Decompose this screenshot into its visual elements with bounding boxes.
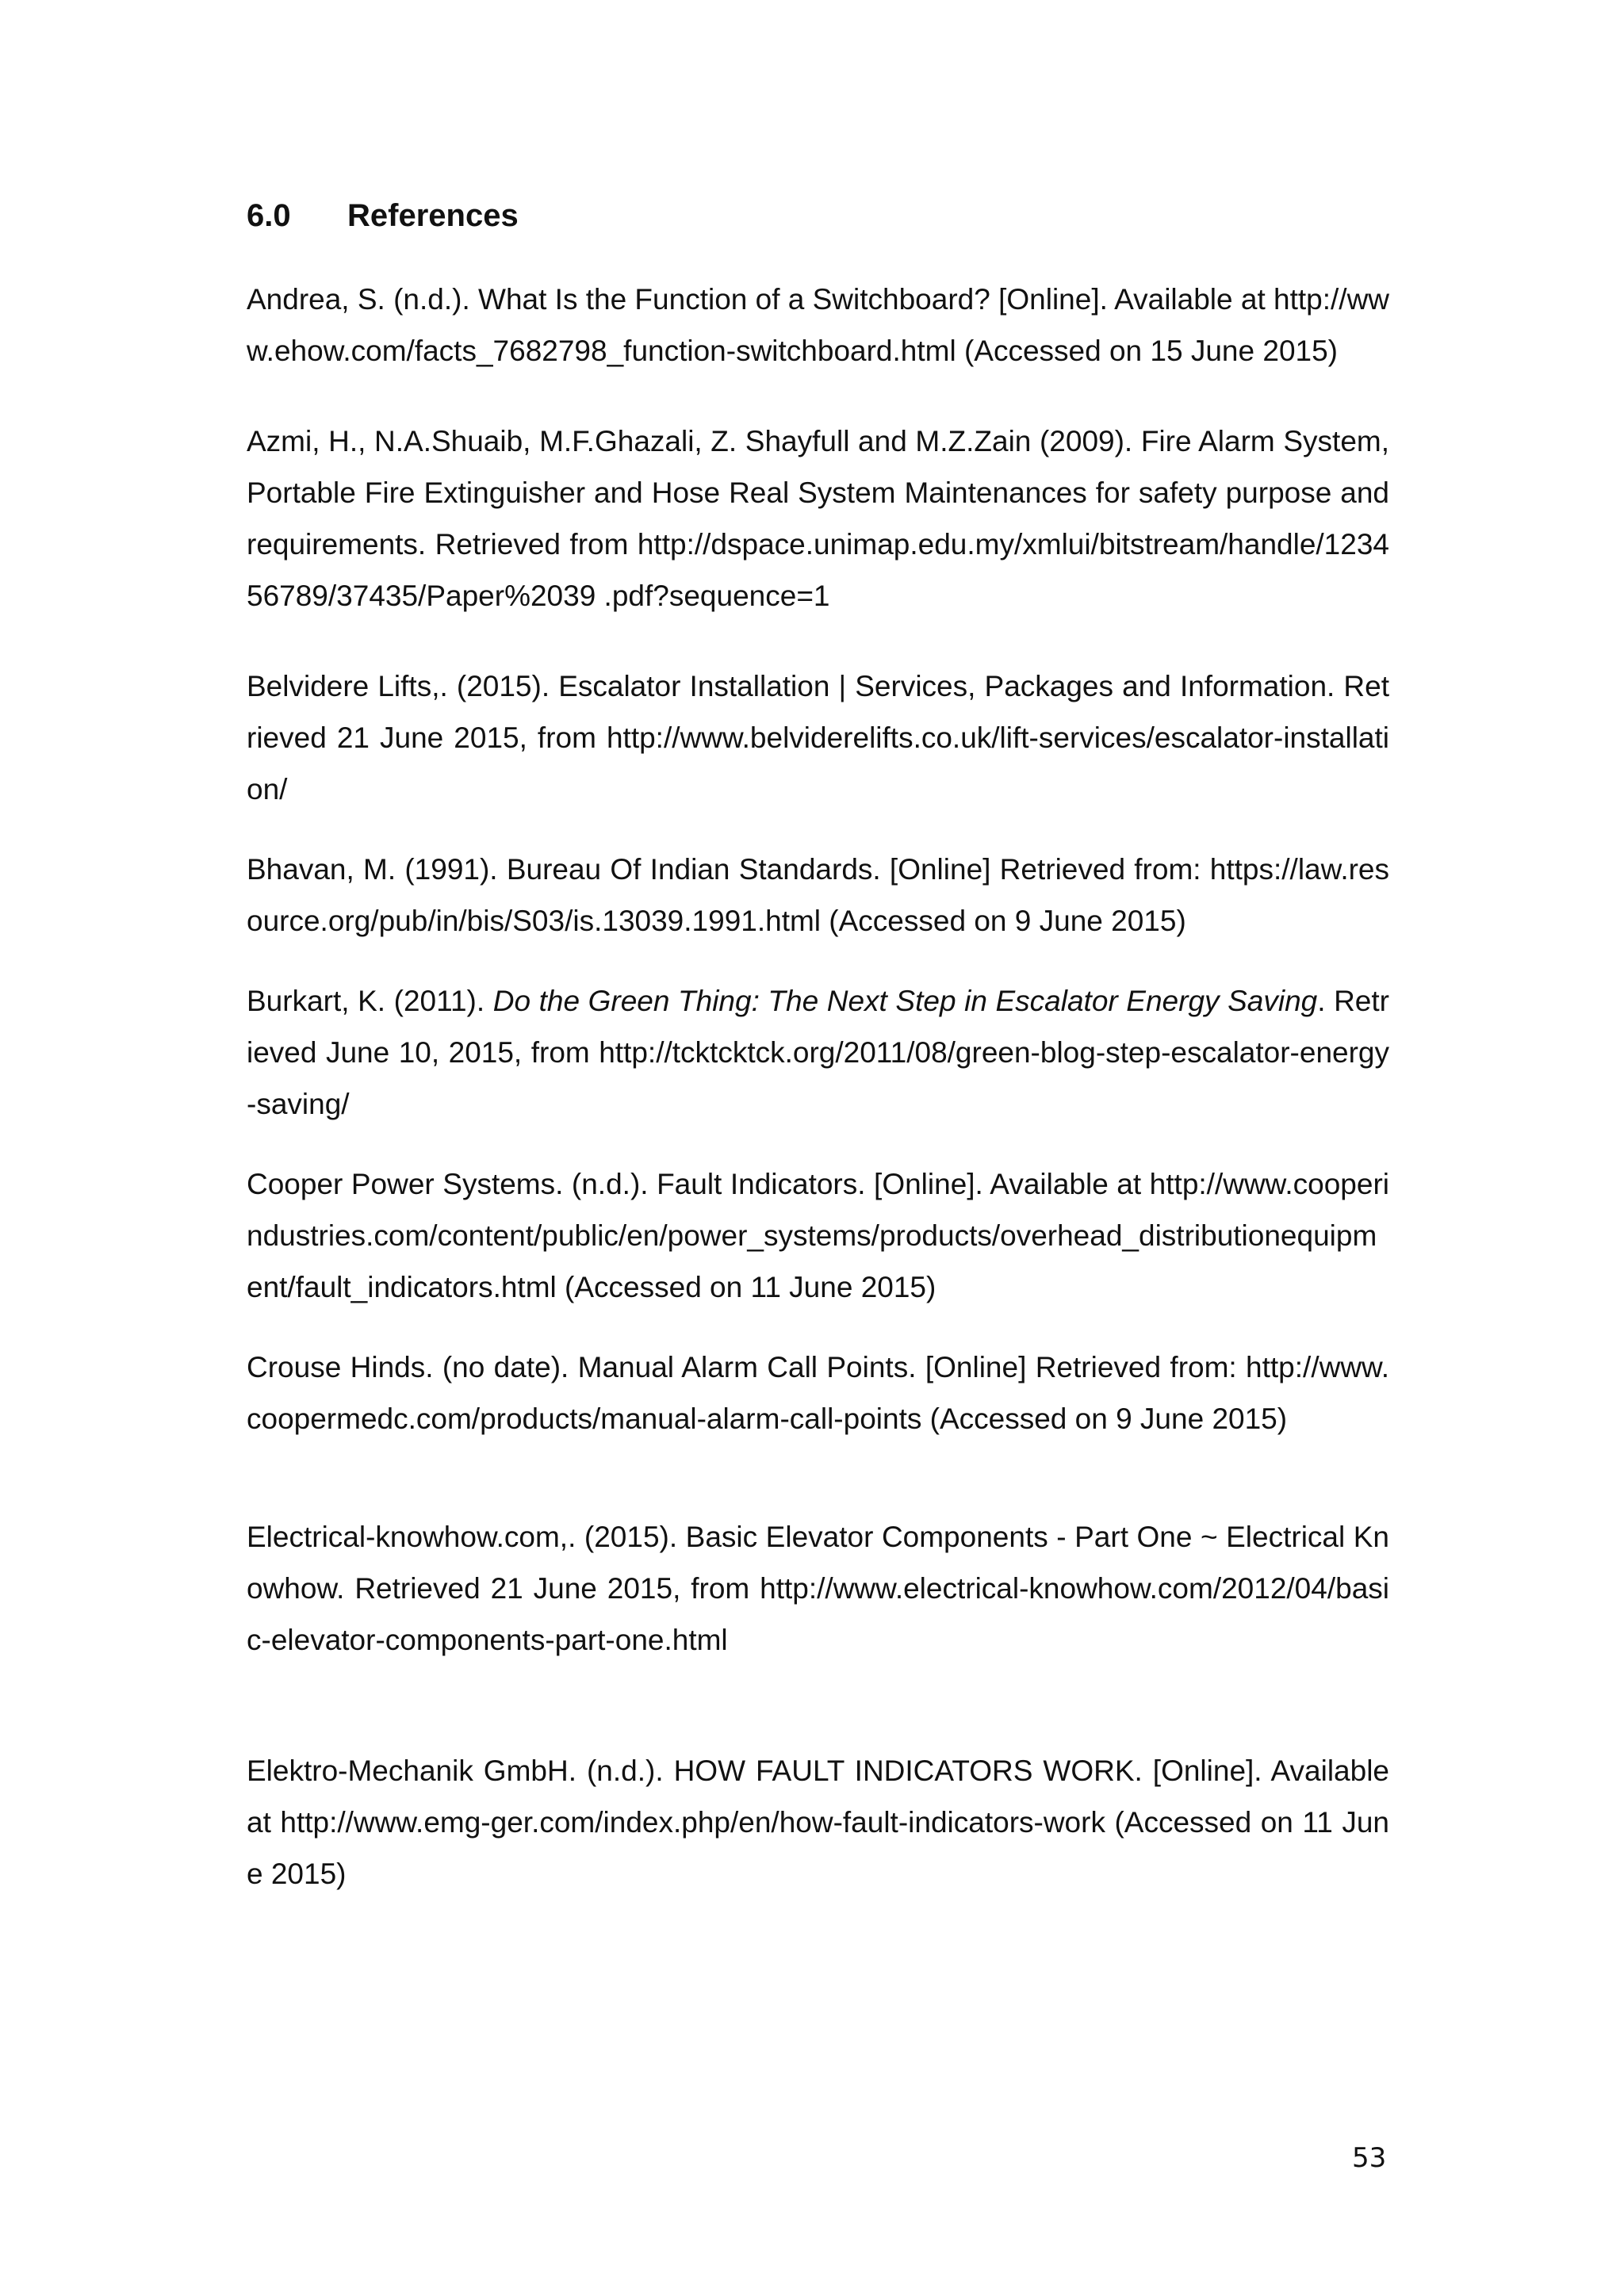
reference-entry-bhavan: Bhavan, M. (1991). Bureau Of Indian Standards. [Online] Retrieved from: https://law.resource.org/pub/in/bis/S03/is.13039.1991.html (Accessed on 9 June 2015) <box>247 853 1389 937</box>
section-number: 6.0 <box>247 198 291 233</box>
reference-entry-elektro: Elektro-Mechanik GmbH. (n.d.). HOW FAULT INDICATORS WORK. [Online]. Available at http://www.emg-ger.com/index.php/en/how-fault-indicators-work (Accessed on 11 June 2015) <box>247 1755 1389 1890</box>
reference-title-burkart: Do the Green Thing: The Next Step in Escalator Energy Saving <box>492 985 1318 1017</box>
reference-entry-andrea: Andrea, S. (n.d.). What Is the Function of a Switchboard? [Online]. Available at http://www.ehow.com/facts_7682798_function-switchboard.html (Accessed on 15 June 2015) <box>247 283 1390 367</box>
reference-list <box>247 274 1389 1900</box>
reference-entry-burkart <box>247 975 1389 1130</box>
reference-entry-azmi: Azmi, H., N.A.Shuaib, M.F.Ghazali, Z. Shayfull and M.Z.Zain (2009). Fire Alarm System, Portable Fire Extinguisher and Hose Real System Maintenances for safety purpose and requirements. Retrieved from http://dspace.unimap.edu.my/xmlui/bitstream/handle/123456789/37435/Paper%2039 .pdf?sequence=1 <box>247 425 1389 612</box>
reference-entry-cooper: Cooper Power Systems. (n.d.). Fault Indicators. [Online]. Available at http://www.cooperindustries.com/content/public/en/power_systems/products/overhead_distributionequipment/fault_indicators.html (Accessed on 11 June 2015) <box>247 1168 1389 1303</box>
section-title: References <box>347 198 519 233</box>
reference-entry-crouse: Crouse Hinds. (no date). Manual Alarm Call Points. [Online] Retrieved from: http://www.coopermedc.com/products/manual-alarm-call-points (Accessed on 9 June 2015) <box>247 1351 1389 1435</box>
page-number: 53 <box>1352 2142 1387 2174</box>
reference-entry-belvidere: Belvidere Lifts,. (2015). Escalator Installation | Services, Packages and Information. Retrieved 21 June 2015, from http://www.belviderelifts.co.uk/lift-services/escalator-installation/ <box>247 670 1389 806</box>
reference-source-burkart: . Retrieved June 10, 2015, from http://tcktcktck.org/2011/08/green-blog-step-escalator-energy-saving/ <box>247 985 1389 1120</box>
section-heading <box>247 192 519 239</box>
reference-authors-burkart: Burkart, K. (2011). <box>247 985 493 1017</box>
reference-entry-electrical: Electrical-knowhow.com,. (2015). Basic Elevator Components - Part One ~ Electrical Knowhow. Retrieved 21 June 2015, from http://www.electrical-knowhow.com/2012/04/basic-elevator-components-part-one.html <box>247 1521 1389 1656</box>
